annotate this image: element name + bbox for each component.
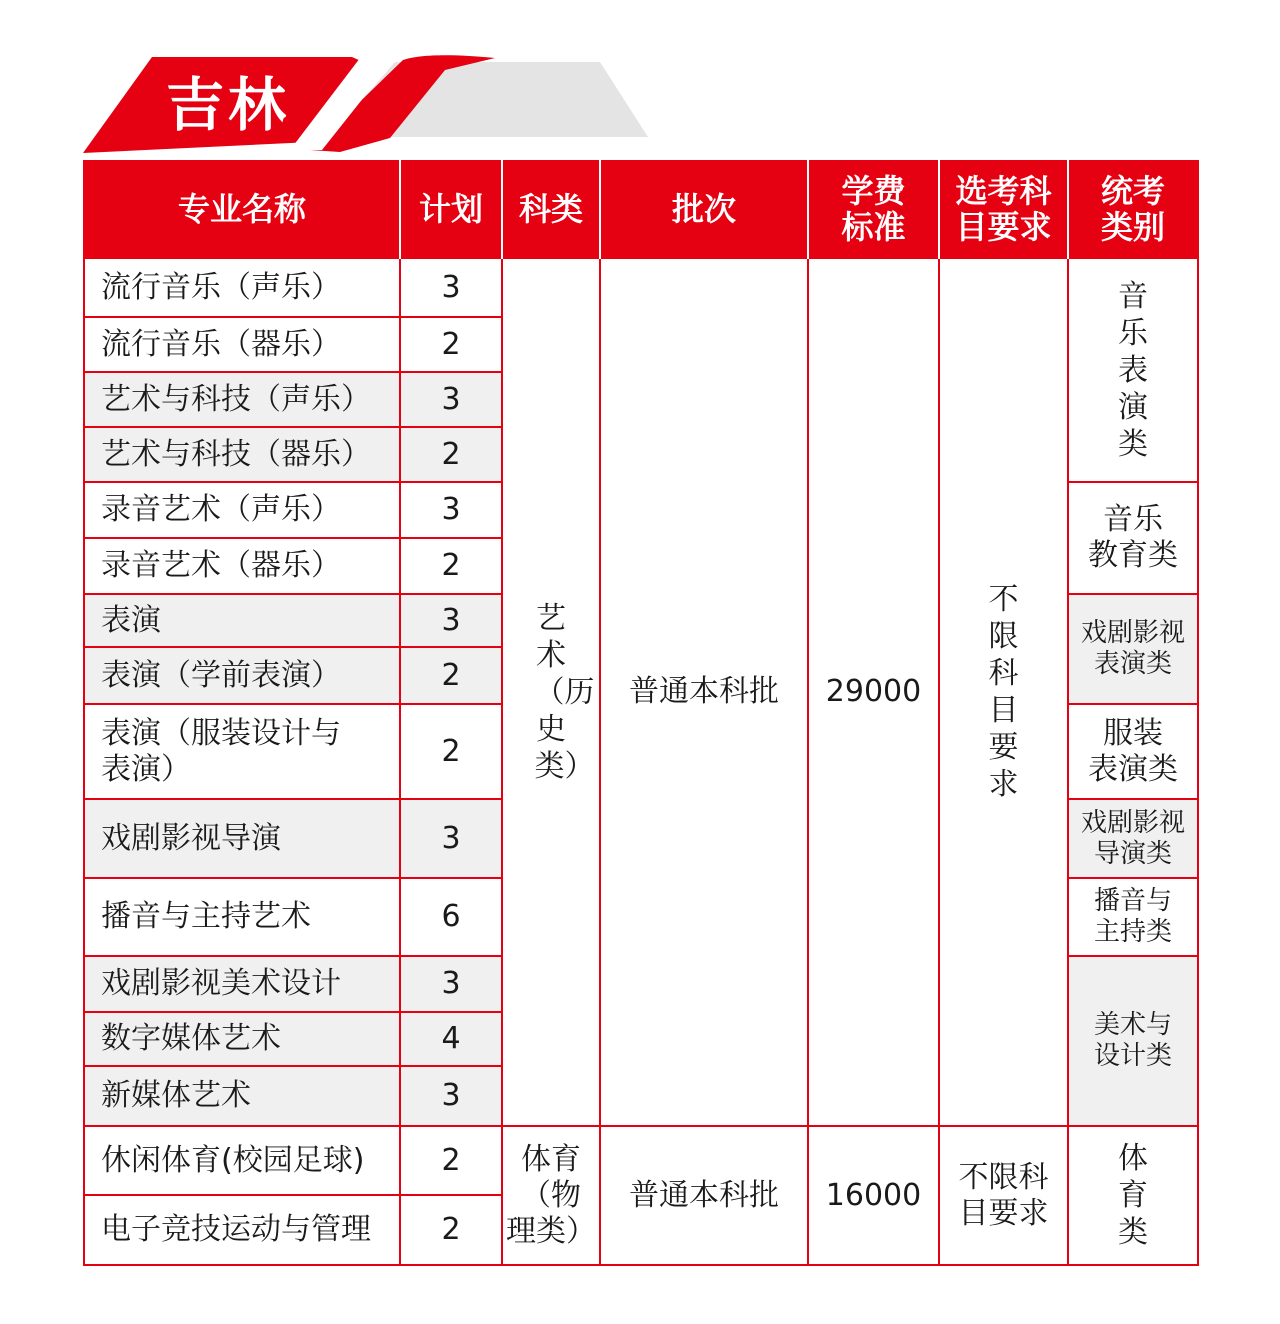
art-tuition: 29000 xyxy=(808,258,939,1126)
col-tuition: 学费 标准 xyxy=(808,160,939,258)
major-name: 电子竞技运动与管理 xyxy=(84,1195,400,1265)
major-name: 休闲体育(校园足球) xyxy=(84,1126,400,1195)
col-major-name: 专业名称 xyxy=(84,160,400,258)
plan-count: 3 xyxy=(400,956,502,1012)
table-header-row xyxy=(84,160,1198,258)
major-name: 流行音乐（器乐） xyxy=(84,317,400,372)
exam-type-broadcasting: 播音与 主持类 xyxy=(1068,878,1198,956)
col-batch: 批次 xyxy=(600,160,808,258)
plan-count: 2 xyxy=(400,1126,502,1195)
sport-tuition: 16000 xyxy=(808,1126,939,1265)
table-row xyxy=(84,258,1198,317)
admission-plan-table xyxy=(83,160,1199,1266)
major-name: 新媒体艺术 xyxy=(84,1066,400,1126)
art-batch: 普通本科批 xyxy=(600,258,808,1126)
table-row xyxy=(84,1126,1198,1195)
plan-count: 2 xyxy=(400,427,502,482)
col-subject-requirement: 选考科 目要求 xyxy=(939,160,1068,258)
plan-count: 2 xyxy=(400,1195,502,1265)
major-name: 录音艺术（声乐） xyxy=(84,482,400,538)
plan-count: 3 xyxy=(400,1066,502,1126)
major-name: 艺术与科技（器乐） xyxy=(84,427,400,482)
exam-type-drama-performance: 戏剧影视 表演类 xyxy=(1068,594,1198,704)
plan-count: 2 xyxy=(400,317,502,372)
plan-count: 3 xyxy=(400,799,502,878)
major-name: 表演（服装设计与 表演） xyxy=(84,704,400,799)
plan-count: 3 xyxy=(400,482,502,538)
plan-count: 3 xyxy=(400,258,502,317)
plan-count: 4 xyxy=(400,1012,502,1066)
major-name: 录音艺术（器乐） xyxy=(84,538,400,594)
plan-count: 3 xyxy=(400,372,502,427)
major-name: 播音与主持艺术 xyxy=(84,878,400,956)
major-name: 数字媒体艺术 xyxy=(84,1012,400,1066)
exam-type-music-education: 音乐 教育类 xyxy=(1068,482,1198,594)
major-name: 表演 xyxy=(84,594,400,647)
plan-count: 2 xyxy=(400,538,502,594)
exam-type-art-design: 美术与 设计类 xyxy=(1068,956,1198,1126)
major-name: 艺术与科技（声乐） xyxy=(84,372,400,427)
exam-type-costume-performance: 服装 表演类 xyxy=(1068,704,1198,799)
art-subject-requirement: 不限科目要求 xyxy=(939,258,1068,1126)
exam-type-drama-directing: 戏剧影视 导演类 xyxy=(1068,799,1198,878)
major-name: 戏剧影视美术设计 xyxy=(84,956,400,1012)
col-plan: 计划 xyxy=(400,160,502,258)
col-category: 科类 xyxy=(502,160,600,258)
major-name: 流行音乐（声乐） xyxy=(84,258,400,317)
plan-count: 2 xyxy=(400,647,502,704)
plan-count: 2 xyxy=(400,704,502,799)
sport-subject-requirement: 不限科 目要求 xyxy=(939,1126,1068,1265)
plan-count: 6 xyxy=(400,878,502,956)
region-banner xyxy=(0,0,1280,160)
region-title: 吉林 xyxy=(166,71,291,139)
exam-type-music-performance: 音乐表演类 xyxy=(1068,258,1198,482)
art-category: 艺术（历史类） xyxy=(502,258,600,1126)
sport-category: 体育 （物 理类） xyxy=(502,1126,600,1265)
sport-batch: 普通本科批 xyxy=(600,1126,808,1265)
col-exam-type: 统考 类别 xyxy=(1068,160,1198,258)
exam-type-sports: 体育类 xyxy=(1068,1126,1198,1265)
major-name: 表演（学前表演） xyxy=(84,647,400,704)
plan-count: 3 xyxy=(400,594,502,647)
major-name: 戏剧影视导演 xyxy=(84,799,400,878)
